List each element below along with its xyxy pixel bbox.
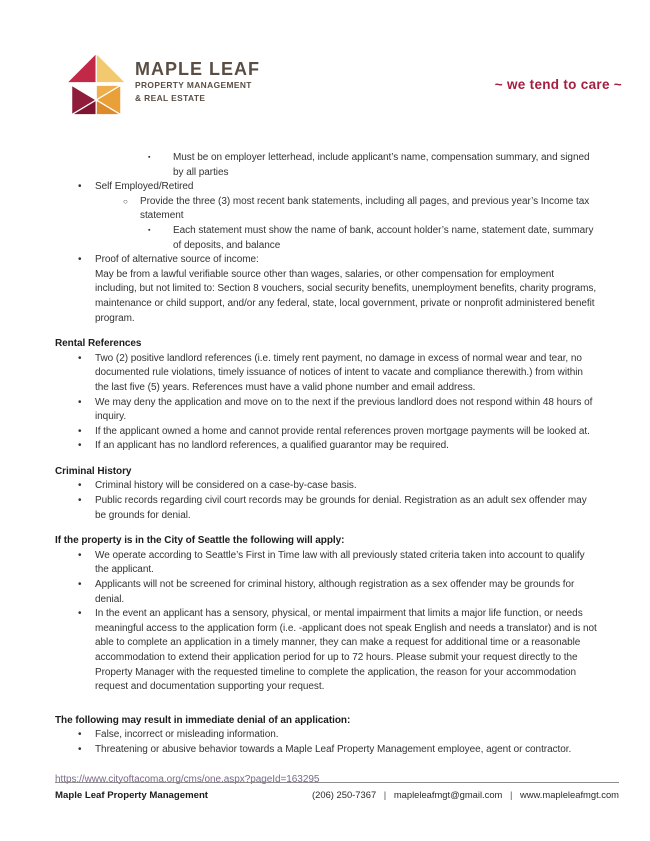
list-item bbox=[55, 396, 598, 425]
brand-subtitle-2: & REAL ESTATE bbox=[135, 92, 206, 103]
bullet-icon: • bbox=[78, 425, 82, 437]
list-item-text: We operate according to Seattle’s First in Time law with all previously stated criteria taken into account to qualify the applicant. bbox=[95, 549, 585, 576]
list-item bbox=[55, 425, 598, 440]
list-item bbox=[55, 151, 598, 180]
list-item-text: Public records regarding civil court records may be grounds for denial. Registration as an adult sex offender may be grounds for denial. bbox=[95, 495, 587, 521]
section-heading: The following may result in immediate denial of an application: bbox=[55, 714, 351, 726]
bullet-icon: • bbox=[78, 549, 82, 561]
list-item bbox=[55, 479, 598, 494]
footer-separator: | bbox=[383, 789, 387, 800]
section-heading: Criminal History bbox=[55, 465, 132, 477]
cityoftacoma-link[interactable]: https://www.cityoftacoma.org/cms/one.aspx?pageId=163295 bbox=[55, 773, 320, 785]
logo-roof-right bbox=[96, 53, 126, 83]
list-item bbox=[55, 352, 598, 396]
bullet-icon: • bbox=[78, 396, 82, 408]
letterhead bbox=[64, 50, 622, 116]
list-continuation-text: May be from a lawful verifiable source other than wages, salaries, or other compensation for employment including, but not limited to: Section 8 vouchers, social security benefits, unemployment benefits, charity programs, maintenance or child support, and/or any federal, state, local government, private or nonprofit administered benefit program. bbox=[95, 268, 597, 324]
list-item bbox=[55, 607, 598, 695]
bullet-icon: ▪ bbox=[148, 154, 151, 161]
bullet-icon: • bbox=[78, 579, 82, 591]
list-item-text: False, incorrect or misleading information. bbox=[95, 729, 279, 741]
list-item-text: If the applicant owned a home and cannot provide rental references proven mortgage payments will be looked at. bbox=[95, 425, 590, 437]
bullet-icon: • bbox=[78, 352, 82, 364]
list-item bbox=[55, 224, 598, 253]
list-item bbox=[55, 439, 598, 454]
section-heading: Rental References bbox=[55, 338, 142, 350]
maple-leaf-house-icon bbox=[64, 52, 126, 116]
footer-company-name: Maple Leaf Property Management bbox=[55, 790, 209, 801]
brand-logo bbox=[64, 50, 260, 116]
bullet-icon: • bbox=[78, 181, 82, 193]
brand-tagline: ~ we tend to care ~ bbox=[494, 77, 622, 92]
list-item bbox=[55, 494, 598, 523]
list-item bbox=[55, 195, 598, 224]
document-section bbox=[55, 534, 598, 695]
intro-bullet-list bbox=[55, 151, 598, 326]
list-item-text: Provide the three (3) most recent bank statements, including all pages, and previous year’s Income tax statement bbox=[140, 195, 590, 222]
bullet-icon: ○ bbox=[123, 196, 128, 206]
footer-separator: | bbox=[509, 789, 513, 800]
page-footer bbox=[55, 782, 619, 801]
footer-website: www.mapleleafmgt.com bbox=[520, 789, 619, 800]
bullet-icon: • bbox=[78, 254, 82, 266]
list-item-text: Each statement must show the name of bank, account holder’s name, statement date, summary of deposits, and balance bbox=[173, 224, 594, 251]
list-item-text: Must be on employer letterhead, include applicant’s name, compensation summary, and signed by all parties bbox=[173, 152, 590, 178]
footer-phone: (206) 250-7367 bbox=[312, 789, 377, 800]
list-item bbox=[55, 549, 598, 578]
bullet-icon: • bbox=[78, 440, 82, 452]
list-item-text: In the event an applicant has a sensory, physical, or mental impairment that limits a major life function, or needs meaningful access to the application form (i.e. -applicant does not speak English and needs a translator) and is not able to complete an application in a timely manner, they can make a request for additional time or a reasonable accommodation to extend their application period for up to 72 hours. Please submit your request directly to the Property Manager with the requested timeline to complete the application, the reason for your accommodation request and documentation supporting your request. bbox=[95, 608, 597, 693]
section-heading: If the property is in the City of Seattle the following will apply: bbox=[55, 535, 345, 547]
footer-contact-info bbox=[312, 789, 619, 800]
bullet-icon: • bbox=[78, 608, 82, 620]
list-item-text: Threatening or abusive behavior towards a Maple Leaf Property Management employee, agent or contractor. bbox=[95, 743, 572, 755]
brand-subtitle-1: PROPERTY MANAGEMENT bbox=[135, 80, 252, 91]
list-item-text: We may deny the application and move on to the next if the previous landlord does not respond within 48 hours of inquiry. bbox=[95, 396, 593, 423]
document-body bbox=[55, 151, 598, 787]
document-section bbox=[55, 337, 598, 454]
list-item bbox=[55, 578, 598, 607]
list-item-text: Applicants will not be screened for criminal history, although registration as a sex offender may be grounds for denial. bbox=[95, 579, 575, 605]
bullet-icon: • bbox=[78, 743, 82, 755]
bullet-icon: • bbox=[78, 729, 82, 741]
footer-email: mapleleafmgt@gmail.com bbox=[393, 789, 503, 800]
document-section bbox=[55, 714, 598, 758]
document-section bbox=[55, 465, 598, 523]
list-item-text: If an applicant has no landlord references, a qualified guarantor may be required. bbox=[95, 440, 449, 452]
list-item-text: Two (2) positive landlord references (i.e. timely rent payment, no damage in excess of normal wear and tear, no documented rule violations, timely issuance of notices of intent to vacate and compliance therewith.) from within the last five (5) years. References must have a valid phone number and email address. bbox=[95, 352, 583, 393]
brand-title: MAPLE LEAF bbox=[135, 59, 260, 79]
section-list bbox=[55, 337, 598, 757]
brand-wordmark bbox=[135, 50, 260, 103]
list-item bbox=[55, 253, 598, 268]
bullet-icon: • bbox=[78, 480, 82, 492]
bullet-icon: • bbox=[78, 495, 82, 507]
list-item-text: Criminal history will be considered on a case-by-case basis. bbox=[95, 480, 357, 492]
bullet-icon: ▪ bbox=[148, 226, 151, 234]
logo-roof-left bbox=[67, 53, 97, 83]
list-item bbox=[55, 743, 598, 758]
list-item-text: Proof of alternative source of income: bbox=[95, 254, 259, 266]
list-item-text: Self Employed/Retired bbox=[95, 181, 194, 193]
list-item bbox=[55, 180, 598, 195]
list-item bbox=[55, 728, 598, 743]
